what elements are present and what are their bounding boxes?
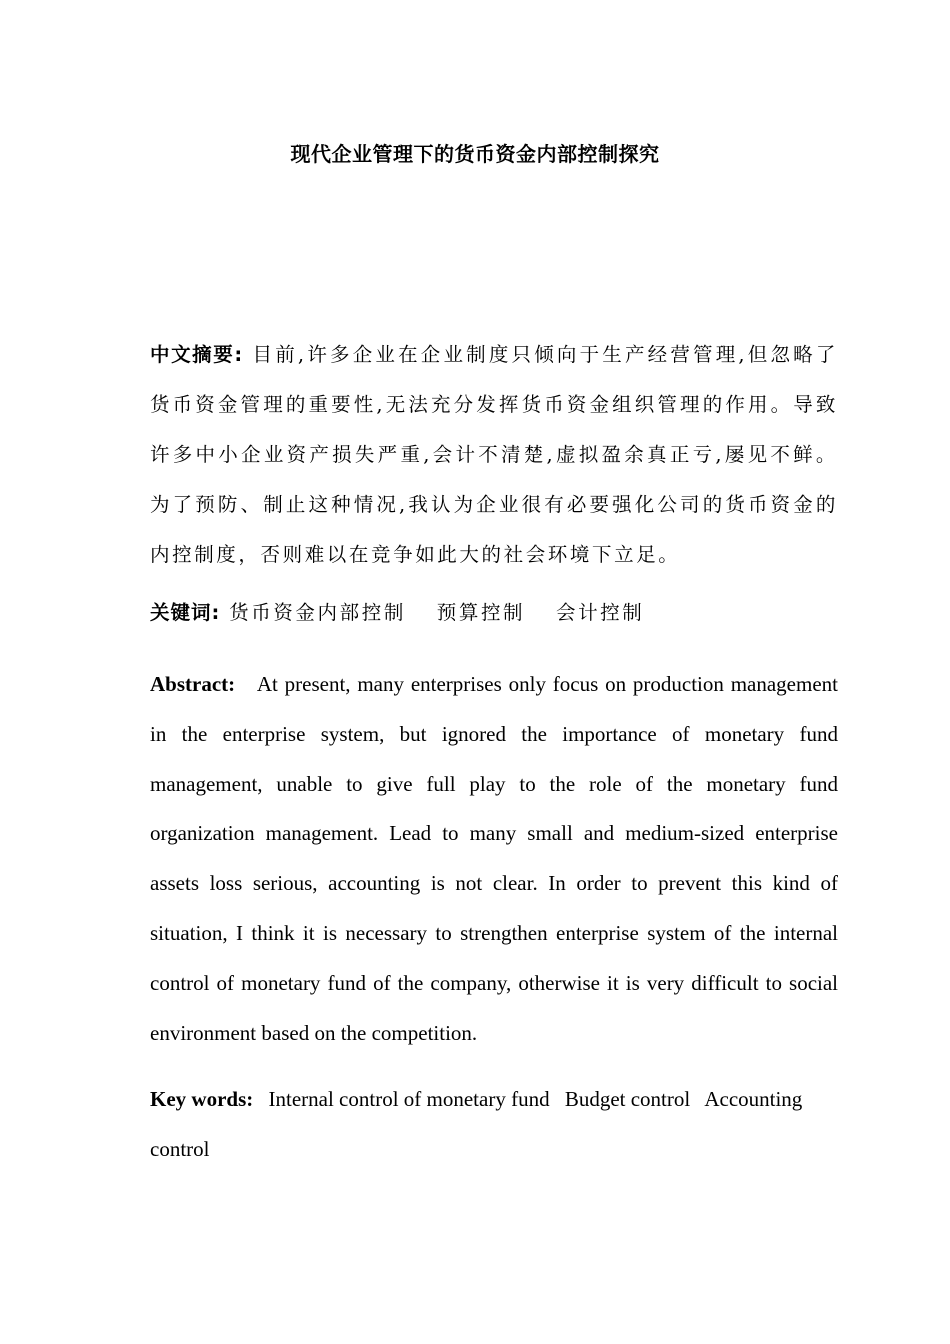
document-title: 现代企业管理下的货币资金内部控制探究 <box>290 142 660 166</box>
english-keyword: Budget control <box>564 1087 691 1111</box>
chinese-keyword: 货币资金内部控制 <box>229 601 406 624</box>
chinese-keyword: 预算控制 <box>436 601 526 624</box>
english-abstract-label: Abstract: <box>150 672 236 696</box>
english-abstract-text: At present, many enterprises only focus on production management in the enterprise system, but ignored the importance of monetary fund management, unable to give full play to the role of the monetary fund organization management. Lead to many small and medium-sized enterprise assets loss serious, accounting is not clear. In order to prevent this kind of situation, I think it is necessary to strengthen enterprise system of the internal control of monetary fund of the company, otherwise it is very difficult to social environment based on the competition. <box>150 672 838 1045</box>
chinese-keyword: 会计控制 <box>555 601 645 624</box>
english-keyword: Internal control of monetary fund <box>268 1087 550 1111</box>
chinese-keywords <box>150 596 838 630</box>
english-keywords <box>150 1075 838 1175</box>
chinese-abstract-label: 中文摘要: <box>150 343 244 366</box>
english-abstract <box>150 660 838 1058</box>
english-keywords-label: Key words: <box>150 1087 254 1111</box>
chinese-abstract <box>150 330 838 580</box>
english-keyword: Accounting control <box>150 1087 803 1161</box>
chinese-abstract-text: 目前,许多企业在企业制度只倾向于生产经营管理,但忽略了货币资金管理的重要性,无法充分发挥货币资金组织管理的作用。导致许多中小企业资产损失严重,会计不清楚,虚拟盈余真正亏,屡见不鲜。为了预防、制止这种情况,我认为企业很有必要强化公司的货币资金的内控制度，否则难以在竞争如此大的社会环境下立足。 <box>150 343 838 566</box>
chinese-keywords-label: 关键词: <box>150 601 221 624</box>
